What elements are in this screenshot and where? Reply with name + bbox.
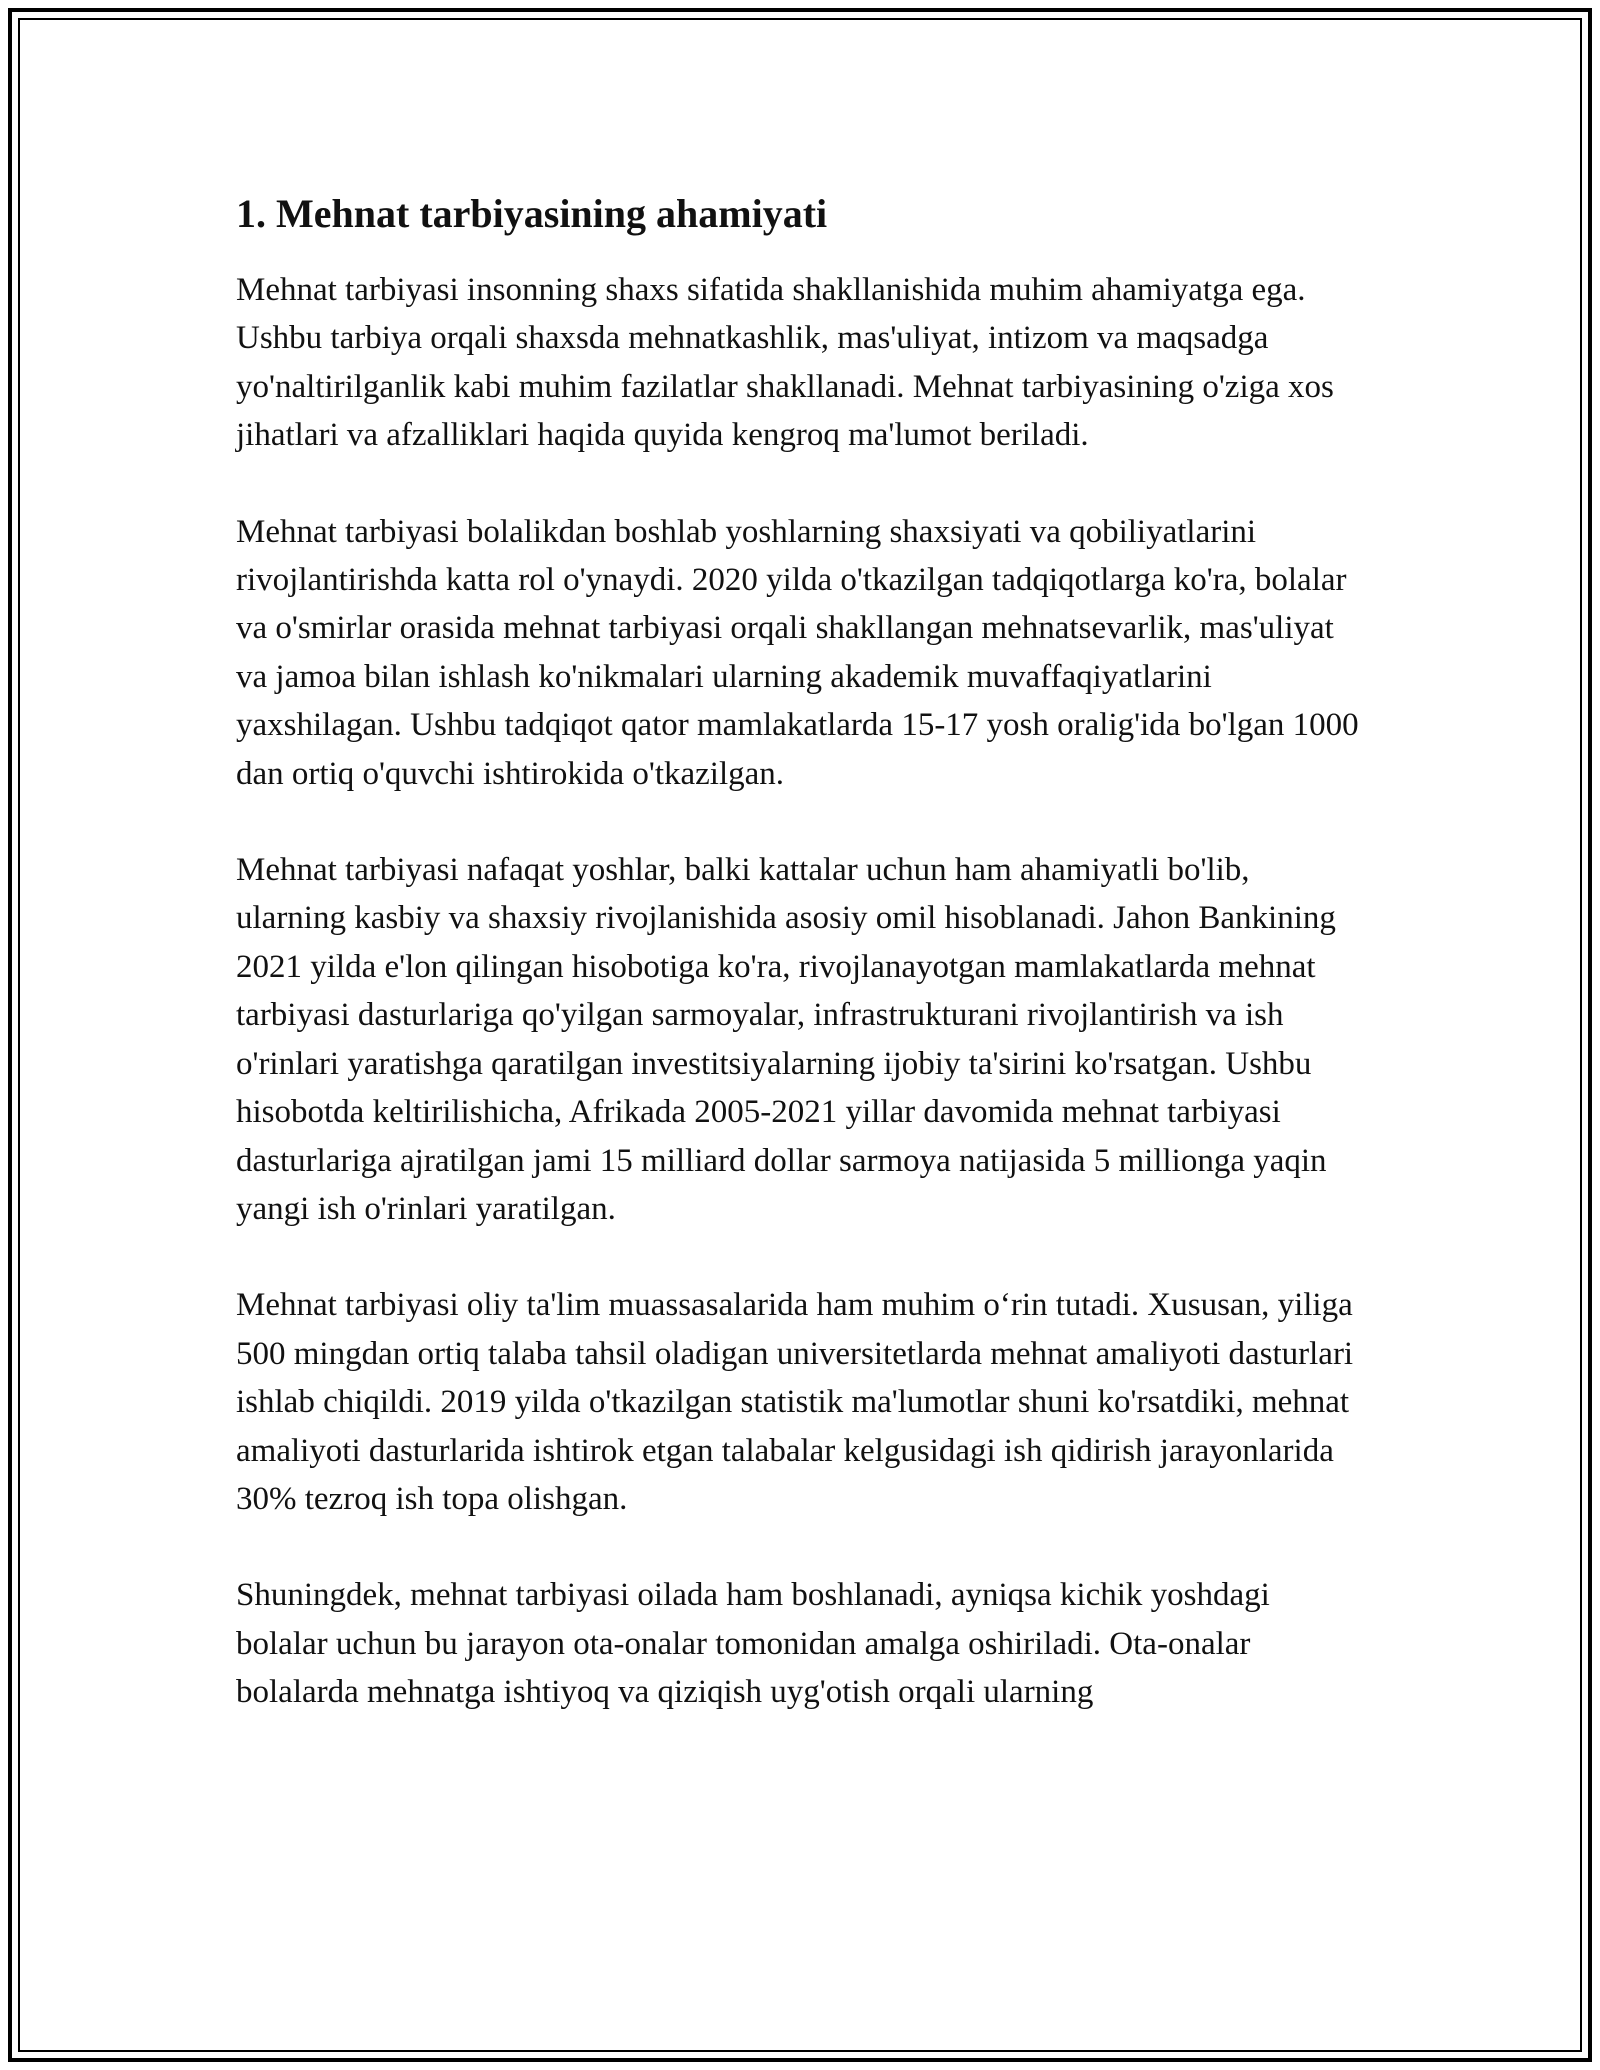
document-body (236, 182, 1366, 1765)
section-heading: 1. Mehnat tarbiyasining ahamiyati (236, 191, 828, 236)
paragraph-3: Mehnat tarbiyasi nafaqat yoshlar, balki kattalar uchun ham ahamiyatli bo'lib, ularning kasbiy va shaxsiy rivojlanishida asosiy omil hisoblanadi. Jahon Bankining 2021 yilda e'lon qilingan hisobotiga ko'ra, rivojlanayotgan mamlakatlarda mehnat tarbiyasi dasturlariga qo'yilgan sarmoyalar, infrastrukturani rivojlantirish va ish o'rinlari yaratishga qaratilgan investitsiyalarning ijobiy ta'sirini ko'rsatgan. Ushbu hisobotda keltirilishicha, Afrikada 2005-2021 yillar davomida mehnat tarbiyasi dasturlariga ajratilgan jami 15 milliard dollar sarmoya natijasida 5 millionga yaqin yangi ish o'rinlari yaratilgan. (236, 852, 1336, 1227)
paragraph-5: Shuningdek, mehnat tarbiyasi oilada ham boshlanadi, ayniqsa kichik yoshdagi bolalar uchun bu jarayon ota-onalar tomonidan amalga oshiriladi. Ota-onalar bolalarda mehnatga ishtiyoq va qiziqish uyg'otish orqali ularning (236, 1577, 1270, 1711)
paragraph-1: Mehnat tarbiyasi insonning shaxs sifatida shakllanishida muhim ahamiyatga ega. Ushbu tarbiya orqali shaxsda mehnatkashlik, mas'uliyat, intizom va maqsadga yo'naltirilganlik kabi muhim fazilatlar shakllanadi. Mehnat tarbiyasining o'ziga xos jihatlari va afzalliklari haqida quyida kengroq ma'lumot beriladi. (236, 272, 1334, 454)
paragraph-2: Mehnat tarbiyasi bolalikdan boshlab yoshlarning shaxsiyati va qobiliyatlarini rivojlantirishda katta rol o'ynaydi. 2020 yilda o'tkazilgan tadqiqotlarga ko'ra, bolalar va o'smirlar orasida mehnat tarbiyasi orqali shakllangan mehnatsevarlik, mas'uliyat va jamoa bilan ishlash ko'nikmalari ularning akademik muvaffaqiyatlarini yaxshilagan. Ushbu tadqiqot qator mamlakatlarda 15-17 yosh oralig'ida bo'lgan 1000 dan ortiq o'quvchi ishtirokida o'tkazilgan. (236, 513, 1359, 792)
paragraph-4: Mehnat tarbiyasi oliy ta'lim muassasalarida ham muhim o‘rin tutadi. Xususan, yiliga 500 mingdan ortiq talaba tahsil oladigan universitetlarda mehnat amaliyoti dasturlari ishlab chiqildi. 2019 yilda o'tkazilgan statistik ma'lumotlar shuni ko'rsatdiki, mehnat amaliyoti dasturlarida ishtirok etgan talabalar kelgusidagi ish qidirish jarayonlarida 30% tezroq ish topa olishgan. (236, 1287, 1354, 1517)
